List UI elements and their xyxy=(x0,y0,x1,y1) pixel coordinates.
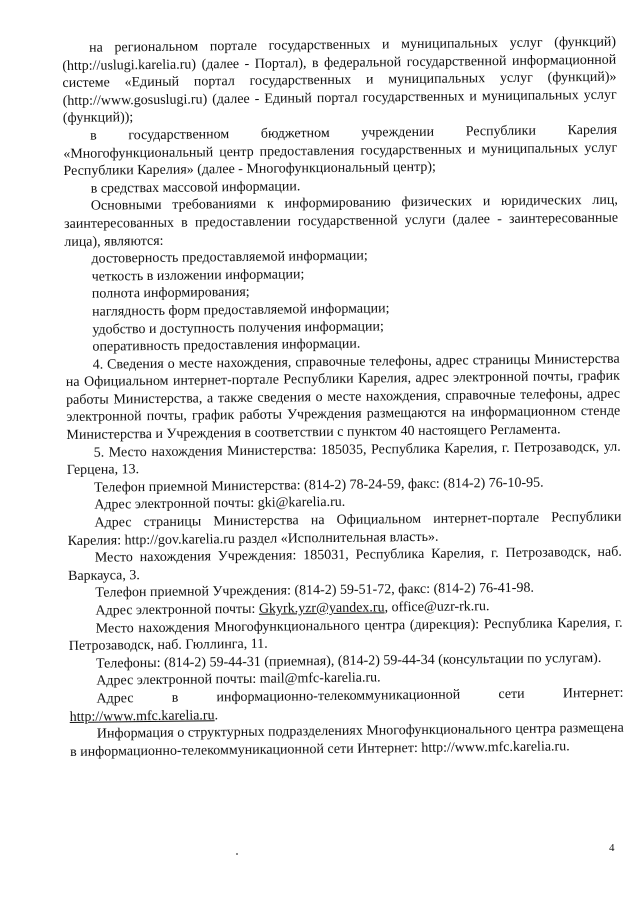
paragraph-media: в средствах массовой информации. xyxy=(90,179,301,197)
internet-prefix: Адрес в информационно-телекоммуникационной сети Интернет: xyxy=(96,685,624,707)
paragraph-mfc-phones: Телефоны: (814-2) 59-44-31 (приемная), (814-2) 59-44-34 (консультации по услугам). xyxy=(95,650,602,672)
email-link-gkyrk[interactable]: Gkyrk.yzr@yandex.ru xyxy=(258,600,385,617)
list-item: удобство и доступность получения информации; xyxy=(92,318,384,338)
list-item: наглядность форм предоставляемой информации; xyxy=(92,301,390,320)
email-link-office: office@uzr-rk.ru xyxy=(391,599,486,616)
paragraph-ministry-phone: Телефон приемной Министерства: (814-2) 78-24-59, факс: (814-2) 76-10-95. xyxy=(93,475,544,496)
list-item: полнота информирования; xyxy=(91,285,250,302)
list-item: оперативность предоставления информации. xyxy=(92,336,361,355)
paragraph-mfc: в государственном бюджетном учреждении Республики Карелия «Многофункциональный центр предоставления государственных и муниципальных услуг Республики Карелия» (далее - Многофункциональный центр); xyxy=(63,122,618,180)
paragraph-ministry-web: Адрес страницы Министерства на Официальном интернет-портале Республики Карелия: http://gov.karelia.ru раздел «Исполнительная власть». xyxy=(67,509,622,549)
list-item: достоверность предоставляемой информации; xyxy=(91,248,368,267)
page-number: 4 xyxy=(609,842,615,854)
paragraph-mfc-structure: Информация о структурных подразделениях Многофункционального центра размещена в информационно-телекоммуникационной сети Интернет: http://www.mfc.karelia.ru. xyxy=(69,720,624,760)
scan-speck xyxy=(236,853,238,855)
paragraph-institution-phone: Телефон приемной Учреждения: (814-2) 59-51-72, факс: (814-2) 76-41-98. xyxy=(95,581,535,602)
paragraph-section-5: 5. Место нахождения Министерства: 185035, Республика Карелия, г. Петрозаводск, ул. Герцена, 13. xyxy=(66,439,621,479)
email-separator: , xyxy=(384,600,392,616)
paragraph-mfc-address: Место нахождения Многофункционального центра (дирекция): Республика Карелия, г. Петрозаводск, наб. Гюллинга, 11. xyxy=(68,615,623,655)
paragraph-requirements: Основными требованиями к информированию физических и юридических лиц, заинтересованных в предоставлении государственной услуги (далее - заинтересованные лица), являются: xyxy=(64,193,619,250)
document-body xyxy=(62,34,624,762)
paragraph-mfc-email: Адрес электронной почты: mail@mfc-karelia.ru. xyxy=(96,670,381,690)
email-prefix: Адрес электронной почты: xyxy=(95,601,259,619)
list-item: четкость в изложении информации; xyxy=(91,266,305,285)
paragraph-section-4: 4. Сведения о месте нахождения, справочные телефоны, адрес страницы Министерства на Официальном интернет-портале Республики Карелия, адрес электронной почты, график работы Министерства, а также сведения о месте нахождения, справочные телефоны, адрес электронной почты, график работы Учреждения размещаются на информационном стенде Министерства и Учреждения в соответствии с пунктом 40 настоящего Регламента. xyxy=(65,351,621,444)
paragraph-ministry-email: Адрес электронной почты: gki@karelia.ru. xyxy=(94,495,346,514)
email-suffix: . xyxy=(485,599,490,615)
paragraph-regional-portal: на региональном портале государственных и муниципальных услуг (функций) (http://uslugi.karelia.ru) (далее - Портал), в федеральной государственной информационной системе «Единый портал государственных и муниципальных услуг (функций)» (http://www.gosuslugi.ru) (далее - Единый портал государственных и муниципальных услуг (функций)); xyxy=(62,34,617,127)
internet-suffix: . xyxy=(214,707,219,723)
mfc-website-link[interactable]: http://www.mfc.karelia.ru xyxy=(69,707,215,725)
paragraph-institution-address: Место нахождения Учреждения: 185031, Республика Карелия, г. Петрозаводск, наб. Варкауса, 3. xyxy=(67,544,622,584)
